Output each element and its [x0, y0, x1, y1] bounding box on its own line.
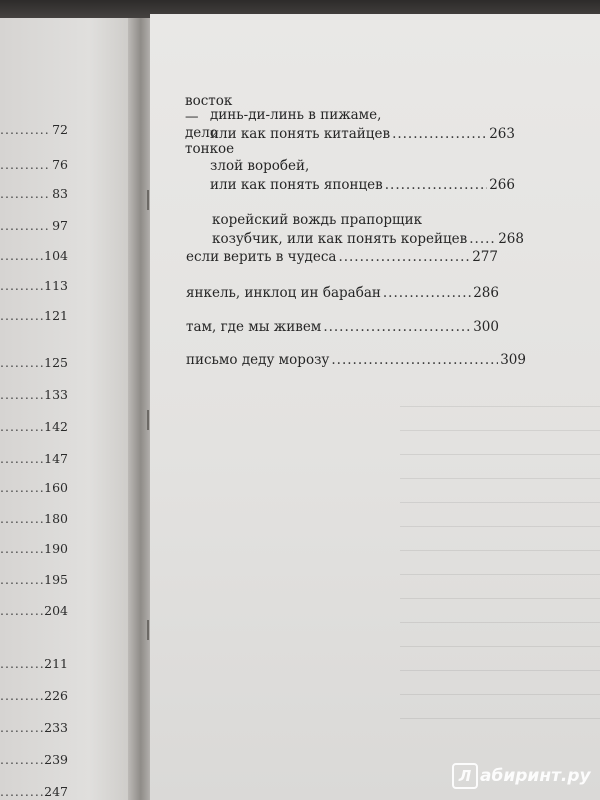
entry-title-line: если верить в чудеса: [186, 249, 337, 265]
entry-title-line: динь-ди-линь в пижаме,: [210, 107, 382, 123]
left-toc-entry: [0, 243, 68, 263]
left-toc-entry: [0, 273, 68, 293]
entry-page-number: 268: [498, 231, 524, 247]
page-number: 195: [44, 572, 68, 587]
page-number: 113: [44, 278, 68, 293]
entry-page-number: 263: [489, 126, 515, 142]
page-number: 83: [52, 186, 68, 201]
left-toc-entry: [0, 152, 68, 172]
leader-dots: [383, 284, 471, 303]
page-number: 211: [44, 656, 68, 671]
entry-title-line: злой воробей,: [210, 158, 310, 174]
binding-stitch: [147, 620, 149, 640]
entry-page-number: 300: [473, 319, 499, 335]
entry-title-line: корейский вождь прапорщик: [212, 212, 423, 228]
left-toc-entry: [0, 536, 68, 556]
page-number: 247: [44, 784, 68, 799]
page-number: 147: [44, 451, 68, 466]
left-toc-entry: [0, 779, 68, 799]
show-through-text: [400, 394, 600, 724]
entry-title-line: письмо деду морозу: [186, 352, 330, 368]
entry-page-number: 266: [489, 177, 515, 193]
toc-entry: [212, 211, 524, 249]
left-toc-entry: [0, 475, 68, 495]
toc-entry: [210, 157, 515, 195]
left-toc-entry: [0, 506, 68, 526]
left-toc-entry: [0, 683, 68, 703]
leader-dots: [338, 248, 470, 267]
entry-page-number: 277: [472, 249, 498, 265]
toc-entry: [186, 248, 498, 267]
labirint-logo-icon: Л: [452, 763, 478, 789]
toc-entry: [186, 284, 499, 303]
left-toc-entry: [0, 414, 68, 434]
left-toc-entry: [0, 651, 68, 671]
left-toc-entry: [0, 117, 68, 137]
binding-stitch: [147, 190, 149, 210]
entry-title-line: янкель, инклоц ин барабан: [186, 285, 381, 301]
left-toc-entry: [0, 181, 68, 201]
page-number: 133: [44, 387, 68, 402]
entry-title-line: козубчик, или как понять корейцев: [212, 231, 468, 247]
leader-dots: [469, 230, 496, 249]
left-toc-entry: [0, 747, 68, 767]
page-number: 226: [44, 688, 68, 703]
page-number: 142: [44, 419, 68, 434]
labirint-watermark: [452, 762, 591, 790]
left-toc-entry: [0, 446, 68, 466]
page-number: 121: [44, 308, 68, 323]
page-number: 125: [44, 355, 68, 370]
entry-page-number: 309: [500, 352, 526, 368]
entry-title-line: или как понять китайцев: [210, 126, 391, 142]
page-number: 104: [44, 248, 68, 263]
leader-dots: [392, 125, 487, 144]
left-toc-entry: [0, 567, 68, 587]
page-number: 190: [44, 541, 68, 556]
page-number: 180: [44, 511, 68, 526]
toc-entry: [210, 106, 515, 144]
watermark-text: абиринт.ру: [480, 766, 591, 786]
toc-entry: [186, 318, 499, 337]
left-toc-entry: [0, 382, 68, 402]
binding-stitch: [147, 410, 149, 430]
page-number: 97: [52, 218, 68, 233]
left-toc-entry: [0, 598, 68, 618]
left-page: [0, 18, 128, 800]
entry-title-line: или как понять японцев: [210, 177, 383, 193]
leader-dots: [323, 318, 471, 337]
left-toc-entry: [0, 715, 68, 735]
toc-entry: [186, 351, 526, 370]
left-toc-entry: [0, 303, 68, 323]
page-number: 239: [44, 752, 68, 767]
leader-dots: [331, 351, 498, 370]
leader-dots: [385, 176, 487, 195]
page-number: 204: [44, 603, 68, 618]
section-title: восток — дело тонкое: [185, 93, 235, 157]
page-number: 76: [52, 157, 68, 172]
left-toc-entry: [0, 350, 68, 370]
left-toc-entry: [0, 213, 68, 233]
entry-page-number: 286: [473, 285, 499, 301]
page-number: 160: [44, 480, 68, 495]
page-number: 233: [44, 720, 68, 735]
page-number: 72: [52, 122, 68, 137]
entry-title-line: там, где мы живем: [186, 319, 322, 335]
